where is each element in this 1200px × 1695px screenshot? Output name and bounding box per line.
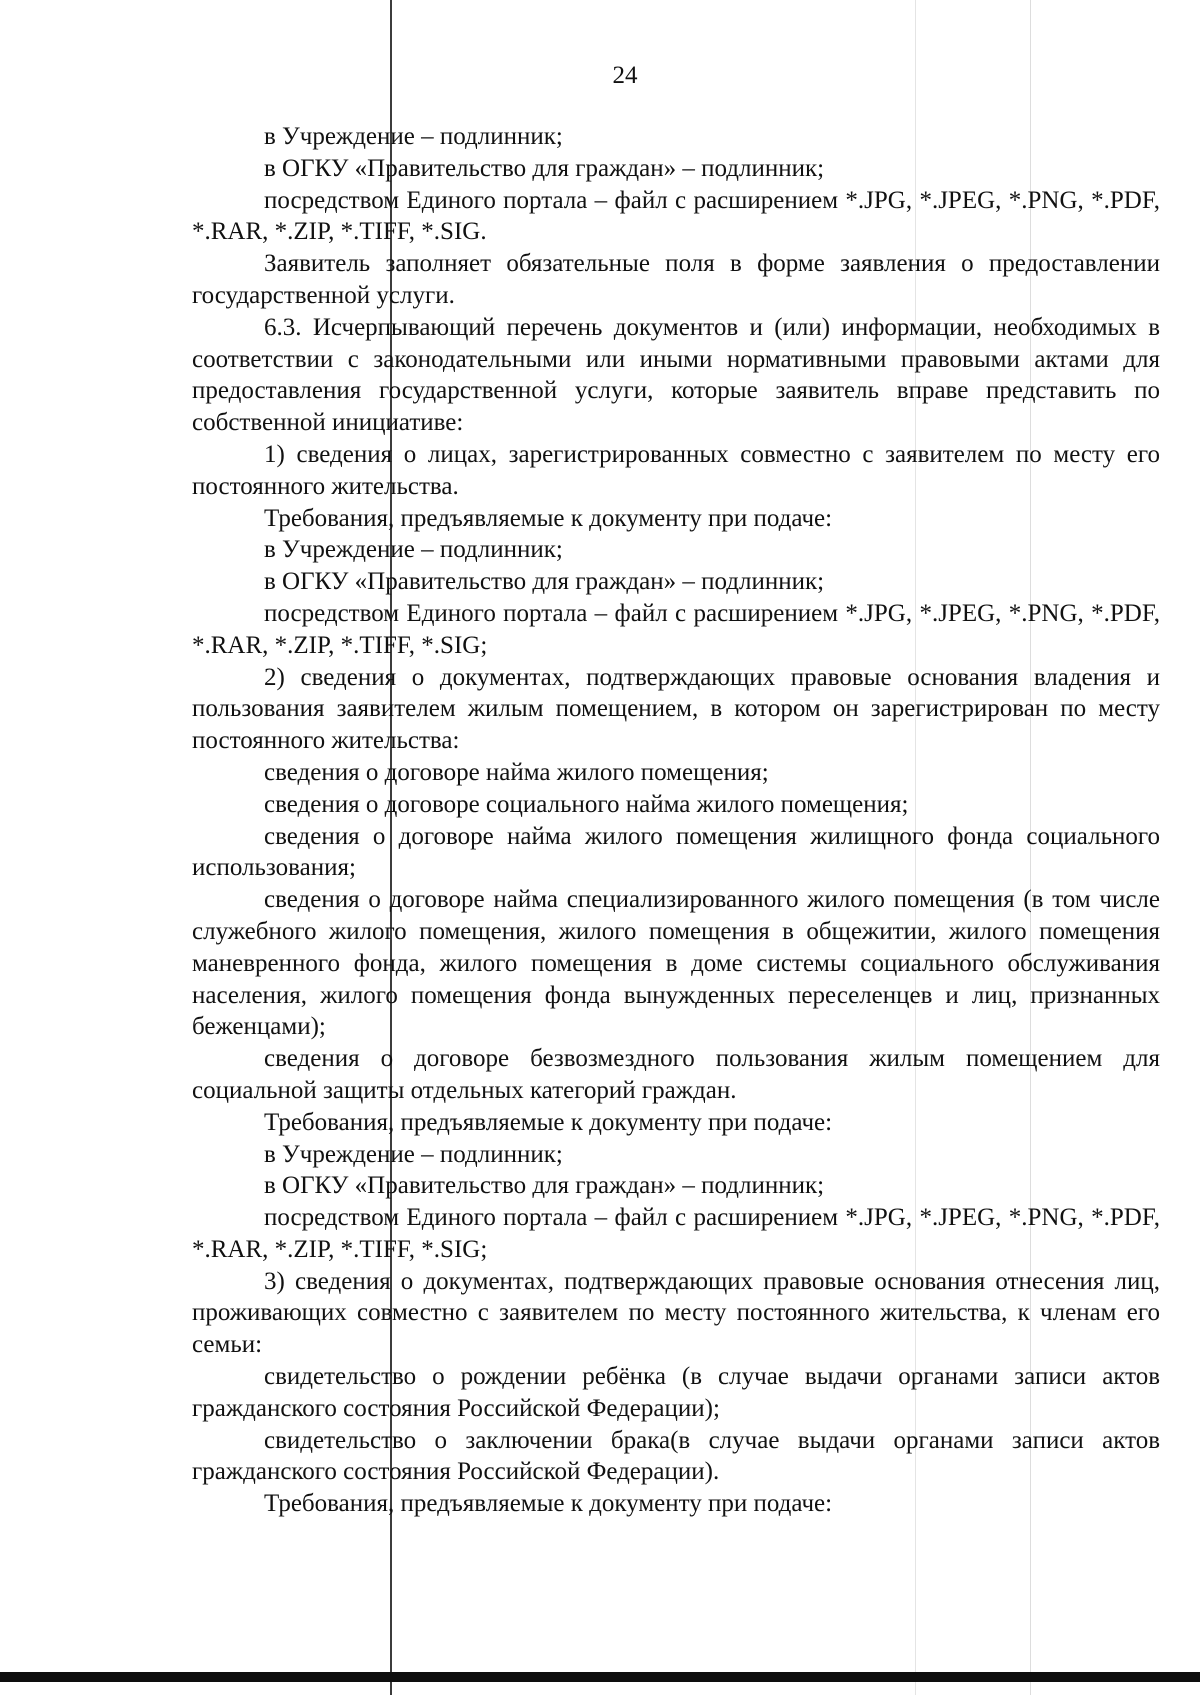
- scan-artifact-bottom-bar: [0, 1672, 1200, 1682]
- paragraph-p13: сведения о договоре социального найма жилого помещения;: [264, 790, 909, 818]
- paragraph-p1: в Учреждение – подлинник;: [264, 123, 563, 150]
- paragraph-p22: свидетельство о рождении ребёнка (в случае выдачи органами записи актов гражданского состояния Российской Федерации);: [192, 1363, 1160, 1422]
- paragraph-p15: сведения о договоре найма специализированного жилого помещения (в том числе служебного жилого помещения, жилого помещения в общежитии, жилого помещения маневренного фонда, жилого помещения в доме системы социального обслуживания населения, жилого помещения фонда вынужденных переселенцев и лиц, признанных беженцами);: [192, 886, 1160, 1041]
- page-number: 24: [612, 62, 638, 89]
- paragraph-p20: посредством Единого портала – файл с расширением *.JPG, *.JPEG, *.PNG, *.PDF, *.RAR, *.ZIP, *.TIFF, *.SIG;: [192, 1204, 1160, 1263]
- paragraph-p6: 1) сведения о лицах, зарегистрированных совместно с заявителем по месту его постоянного жительства.: [192, 440, 1160, 500]
- paragraph-p17: Требования, предъявляемые к документу при подаче:: [264, 1108, 833, 1136]
- paragraph-p19: в ОГКУ «Правительство для граждан» – подлинник;: [264, 1172, 825, 1200]
- paragraph-p4: Заявитель заполняет обязательные поля в форме заявления о предоставлении государственной услуги.: [192, 250, 1160, 309]
- paragraph-p21: 3) сведения о документах, подтверждающих правовые основания отнесения лиц, проживающих совместно с заявителем по месту постоянного жительства, к членам его семьи:: [192, 1267, 1160, 1359]
- paragraph-p2: в ОГКУ «Правительство для граждан» – подлинник;: [264, 154, 825, 182]
- paragraph-p16: сведения о договоре безвозмездного пользования жилым помещением для социальной защиты отдельных категорий граждан.: [192, 1045, 1160, 1104]
- paragraph-p8: в Учреждение – подлинник;: [264, 536, 563, 564]
- paragraph-p18: в Учреждение – подлинник;: [264, 1140, 563, 1168]
- paragraph-p3: посредством Единого портала – файл с расширением *.JPG, *.JPEG, *.PNG, *.PDF, *.RAR, *.ZIP, *.TIFF, *.SIG.: [192, 186, 1160, 246]
- paragraph-p12: сведения о договоре найма жилого помещения;: [264, 758, 769, 786]
- paragraph-p23: свидетельство о заключении брака(в случае выдачи органами записи актов гражданского состояния Российской Федерации).: [192, 1426, 1160, 1486]
- paragraph-p10: посредством Единого портала – файл с расширением *.JPG, *.JPEG, *.PNG, *.PDF, *.RAR, *.ZIP, *.TIFF, *.SIG;: [192, 599, 1160, 659]
- paragraph-p5: 6.3. Исчерпывающий перечень документов и (или) информации, необходимых в соответствии с законодательными или иными нормативными правовыми актами для предоставления государственной услуги, которые заявитель вправе представить по собственной инициативе:: [192, 313, 1160, 437]
- paragraph-p24: Требования, предъявляемые к документу при подаче:: [264, 1490, 833, 1518]
- paragraph-p7: Требования, предъявляемые к документу при подаче:: [264, 504, 833, 532]
- paragraph-p14: сведения о договоре найма жилого помещения жилищного фонда социального использования;: [192, 822, 1160, 882]
- document-body: [192, 121, 1160, 1520]
- paragraph-p9: в ОГКУ «Правительство для граждан» – подлинник;: [264, 568, 825, 596]
- paragraph-p11: 2) сведения о документах, подтверждающих правовые основания владения и пользования заявителем жилым помещением, в котором он зарегистрирован по месту постоянного жительства:: [192, 663, 1160, 755]
